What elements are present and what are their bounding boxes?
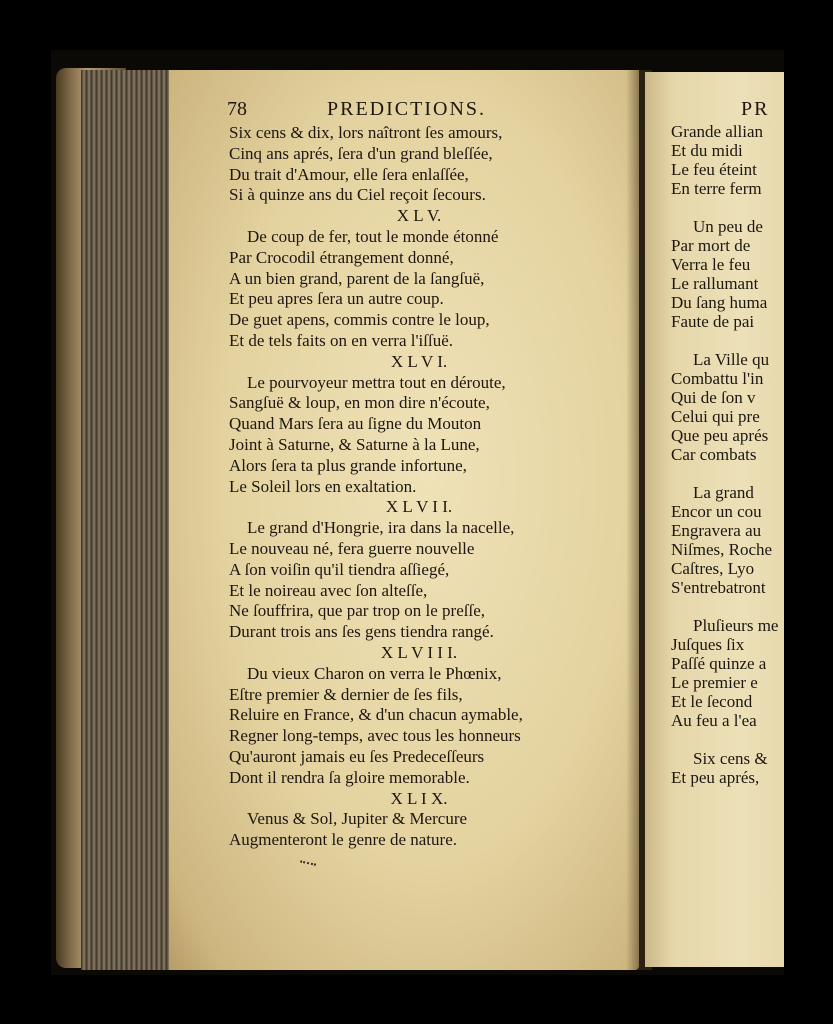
verse-line: Six cens & dix, lors naîtront ſes amours, — [229, 123, 503, 142]
photo-frame — [51, 50, 784, 975]
section-number: X L V I I. — [385, 497, 453, 517]
running-head: PREDICTIONS. — [327, 98, 487, 120]
verse-line: Eſtre premier & dernier de ſes fils, — [229, 684, 463, 704]
verse-line-fragment: Au feu a l'ea — [671, 711, 757, 730]
verse-line-fragment: Et le ſecond — [671, 692, 753, 711]
verse-line: Quand Mars ſera au ſigne du Mouton — [229, 414, 482, 434]
verse-line-fragment: Caſtres, Lyo — [671, 559, 755, 578]
page-edges — [81, 70, 169, 970]
verse-line-fragment: Du ſang huma — [671, 293, 768, 312]
verse-line: A ſon voiſin qu'il tiendra aſſiegé, — [229, 559, 450, 579]
verse-line: Cinq ans aprés, ſera d'un grand bleſſée, — [229, 143, 493, 163]
verse-line-fragment: Faute de pai — [671, 312, 755, 331]
verse-line-fragment: Paſſé quinze a — [671, 654, 767, 673]
verse-line: Qu'auront jamais eu ſes Predeceſſeurs — [229, 747, 485, 766]
section-number: X L V. — [396, 206, 442, 226]
verse-line: A un bien grand, parent de la ſangſuë, — [229, 268, 485, 288]
verse-line-fragment: Combattu l'in — [671, 369, 764, 388]
verse-line: Si à quinze ans du Ciel reçoit ſecours. — [229, 185, 486, 205]
ink-smudge — [298, 860, 316, 875]
verse-line-fragment: Le feu éteint — [671, 160, 757, 179]
verse-line: Sangſuë & loup, en mon dire n'écoute, — [229, 393, 490, 413]
verse-line: Et peu apres ſera un autre coup. — [229, 289, 444, 309]
verse-line-fragment: Par mort de — [671, 236, 751, 255]
page-number: 78 — [227, 98, 247, 120]
verse-line-fragment: En terre ferm — [671, 179, 762, 198]
verse-line: Reluire en France, & d'un chacun aymable, — [229, 705, 523, 725]
verse-line-fragment: Engravera au — [671, 521, 762, 540]
verse-line: Le pourvoyeur mettra tout en déroute, — [247, 372, 506, 392]
verse-line-fragment: Le premier e — [671, 673, 758, 692]
section-number: X L I X. — [390, 788, 448, 808]
verse-line: Le grand d'Hongrie, ira dans la nacelle, — [247, 518, 515, 538]
verse-line: De coup de fer, tout le monde étonné — [247, 227, 499, 246]
left-page — [169, 70, 639, 970]
verse-line: Et de tels faits on en verra l'iſſuë. — [229, 331, 453, 350]
verse-line-fragment: Que peu aprés — [671, 426, 769, 445]
verse-line: Ne ſouffrira, que par trop on le preſſe, — [229, 601, 486, 621]
verse-line-fragment: Et peu aprés, — [671, 768, 760, 787]
right-running-head: PR — [741, 98, 770, 120]
section-number: X L V I. — [390, 351, 448, 371]
verse-line: Dont il rendra ſa gloire memorable. — [229, 767, 470, 787]
verse-line-fragment: Qui de ſon v — [671, 388, 756, 407]
verse-line-fragment: Pluſieurs me — [693, 616, 779, 635]
section-number: X L V I I I. — [380, 643, 458, 662]
verse-line-fragment: Niſmes, Roche — [671, 540, 773, 559]
verse-line: Durant trois ans ſes gens tiendra rangé. — [229, 622, 494, 642]
verse-line-fragment: Six cens & — [693, 749, 768, 768]
verse-line: Du vieux Charon on verra le Phœnix, — [247, 663, 502, 683]
verse-line-fragment: Le rallumant — [671, 274, 759, 293]
verse-line: Par Crocodil étrangement donné, — [229, 247, 454, 267]
verse-line-fragment: Grande allian — [671, 122, 764, 141]
verse-line-fragment: Verra le feu — [671, 255, 751, 274]
verse-line: Regner long-temps, avec tous les honneurs — [229, 726, 521, 746]
verse-line-fragment: Car combats — [671, 445, 757, 464]
verse-line: Le nouveau né, fera guerre nouvelle — [229, 539, 475, 558]
verse-line-fragment: S'entrebatront — [671, 578, 766, 597]
verse-line-fragment: Encor un cou — [671, 502, 762, 521]
verse-line-fragment: La grand — [693, 483, 754, 502]
verse-line-fragment: Et du midi — [671, 141, 743, 160]
verse-line: De guet apens, commis contre le loup, — [229, 310, 490, 330]
verse-line-fragment: La Ville qu — [693, 350, 770, 369]
verse-line: Et le noireau avec ſon alteſſe, — [229, 580, 428, 600]
verse-line: Augmenteront le genre de nature. — [229, 830, 457, 850]
verse-line: Venus & Sol, Jupiter & Mercure — [247, 809, 468, 829]
verse-line: Joint à Saturne, & Saturne à la Lune, — [229, 435, 480, 454]
right-page — [645, 72, 784, 967]
verse-line: Le Soleil lors en exaltation. — [229, 476, 417, 496]
verse-line: Alors ſera ta plus grande infortune, — [229, 455, 467, 475]
verse-line-fragment: Juſques ſix — [671, 635, 745, 654]
verse-line: Du trait d'Amour, elle ſera enlaſſée, — [229, 164, 469, 184]
verse-line-fragment: Un peu de — [693, 217, 763, 236]
verse-line-fragment: Celui qui pre — [671, 407, 760, 426]
